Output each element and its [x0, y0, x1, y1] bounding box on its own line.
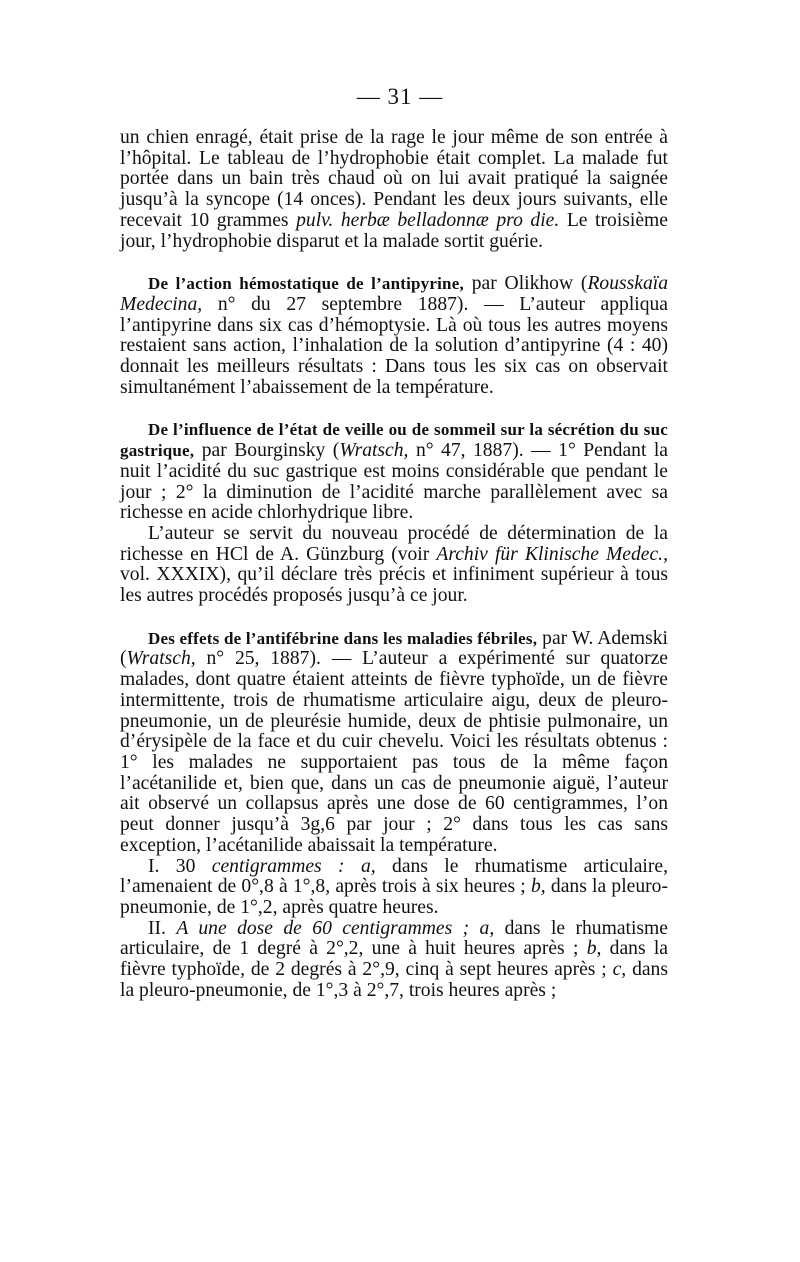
paragraph-gastric-secretion [120, 420, 668, 524]
paragraph-italic: Rousskaïa Medecina, [120, 273, 669, 315]
paragraph-text: un chien enragé, était prise de la rage le jour même de son entrée à l’hôpital. Le tableau de l’hydrophobie était complet. La malade fut portée dans un bain très chaud où on lui avait pratiqué la saignée jusqu’à la syncope (14 onces). Pendant les deux jours suivants, elle recevait 10 grammes [120, 127, 668, 231]
paragraph-text: dans la pleuro-pneumonie, de 1°,2, après quatre heures. [120, 876, 669, 918]
section-heading: De l’influence de l’état de veille ou de sommeil sur la sécrétion du suc gastrique, [120, 420, 668, 461]
paragraph-italic: Wratsch, [339, 440, 409, 462]
paragraph-text: Le troisième jour, l’hydrophobie disparut et la malade sortit guérie. [120, 209, 668, 252]
paragraph-dose-30 [120, 857, 668, 919]
paragraph-italic: centigrammes : a, [211, 855, 376, 877]
paragraph-rabies-case [120, 128, 668, 252]
paragraph-italic: b, [586, 938, 602, 960]
paragraph-text: dans le rhumatisme articulaire, l’amenaient de 0°,8 à 1°,8, après trois à six heures ; [120, 855, 668, 898]
section-heading: De l’action hémostatique de l’antipyrine, [148, 274, 464, 294]
paragraph-text: n° du 27 septembre 1887). — L’auteur appliqua l’antipyrine dans six cas d’hémoptysie. Là où tous les autres moyens restaient sans action, l’inhalation de la solution d’antipyrine (4 : 40) donnait les meilleurs résultats : Dans tous les six cas on observait simultanément l’abaissement de la température. [120, 293, 668, 398]
paragraph-italic: pulv. herbæ belladonnæ pro die. [296, 209, 560, 231]
paragraph-text: n° 47, 1887). — 1° Pendant la nuit l’acidité du suc gastrique est moins considérable que pendant le jour ; 2° la diminution de l’acidité marche parallèlement avec sa richesse en acide chlorhydrique libre. [120, 440, 669, 524]
paragraph-text: n° 25, 1887). — L’auteur a expérimenté sur quatorze malades, dont quatre étaient atteints de fièvre typhoïde, un de fièvre intermittente, trois de rhumatisme articulaire aigu, deux de pleuro-pneumonie, un de pleurésie humide, deux de phtisie pulmonaire, un d’érysipèle de la face et du cuir chevelu. Voici les résultats obtenus : 1° les malades ne supportaient pas tous de la même façon l’acétanilide et, bien que, dans un cas de pneumonie aiguë, l’auteur ait observé un collapsus après une dose de 60 centigrammes, l’on peut donner jusqu’à 3g,6 par jour ; 2° dans tous les cas sans exception, l’acétanilide abaissait la température. [120, 648, 668, 856]
paragraph-text: dans le rhumatisme articulaire, de 1 degré à 2°,2, une à huit heures après ; [120, 917, 668, 960]
paragraph-text: par Olikhow ( [471, 273, 588, 295]
paragraph-italic: Archiv für Klinische Medec., [436, 543, 668, 565]
paragraph-italic: c, [612, 959, 627, 981]
paragraph-text: L’auteur se servit du nouveau procédé de détermination de la richesse en HCl de A. Günzburg (voir [120, 522, 668, 565]
paragraph-text: dans la pleuro-pneumonie, de 1°,3 à 2°,7, trois heures après ; [120, 959, 668, 1001]
paragraph-italic: Wratsch, [126, 648, 196, 670]
paragraph-dose-60 [120, 919, 668, 1002]
paragraph-text: dans la fièvre typhoïde, de 2 degrés à 2°,9, cinq à sept heures après ; [120, 938, 668, 981]
paragraph-text: par Bourginsky ( [201, 440, 340, 462]
paragraph-antifebrine [120, 629, 668, 857]
page-number: — 31 — [356, 84, 444, 109]
paragraph-text: vol. XXXIX), qu’il déclare très précis et infiniment supérieur à tous les autres procédés proposés jusqu’à ce jour. [120, 564, 668, 607]
body-text [120, 128, 668, 1001]
paragraph-text: I. 30 [148, 855, 196, 877]
paragraph-antipyrine [120, 274, 668, 398]
paragraph-italic: A une dose de 60 centigrammes ; a, [176, 917, 495, 939]
section-heading: Des effets de l’antifébrine dans les maladies fébriles, [148, 628, 538, 648]
paragraph-gunzburg-method [120, 524, 668, 607]
paragraph-text: II. [148, 917, 166, 939]
paragraph-text: par W. Ademski ( [120, 627, 668, 670]
paragraph-italic: b, [530, 876, 546, 898]
